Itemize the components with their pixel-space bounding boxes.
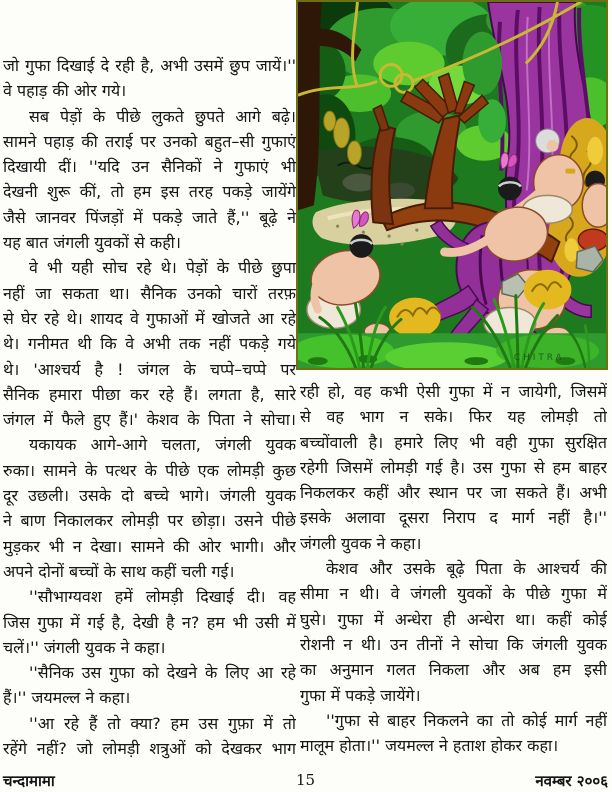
text-line: ने बाण निकालकर लोमड़ी पर छोड़ा। उसने पीछे: [3, 511, 296, 531]
text-line: हैं।'' जयमल्ल ने कहा।: [3, 688, 131, 708]
text-line: रुका। सामने के पत्थर के पीछे एक लोमड़ी कुछ: [3, 460, 296, 480]
right-text-column: [300, 379, 607, 758]
text-line: जंगल में फैले हुए हैं।' केशव के पिता ने सोचा।: [3, 410, 296, 430]
text-line: गुफा में पकड़े जायेंगे।: [300, 685, 421, 705]
text-line: दिखायी दीं। ''यदि उन सैनिकों ने गुफाएं भी: [3, 157, 296, 177]
text-line: का अनुमान गलत निकला और अब हम इसी: [300, 660, 607, 680]
text-line: रहेंगे नहीं? जो लोमड़ी शत्रुओं को देखकर भाग: [3, 739, 296, 759]
text-line: ''सैनिक उस गुफा को देखने के लिए आ रहे: [29, 663, 296, 683]
text-line: यकायक आगे-आगे चलता, जंगली युवक: [29, 435, 296, 455]
text-line: सब पेड़ों के पीछे लुकते छुपते आगे बढ़े।: [29, 106, 296, 126]
text-line: सैनिक हमारा पीछा कर रहे हैं। लगता है, सारे: [3, 384, 296, 404]
text-line: निकलकर कहीं और स्थान पर जा सकते हैं। अभी: [300, 483, 607, 503]
text-line: केशव और उसके बूढ़े पिता के आश्चर्य की: [326, 559, 607, 579]
jungle-scene: [298, 2, 606, 368]
magazine-name: चन्दामामा: [3, 772, 55, 790]
text-line: ''गुफा से बाहर निकलने का तो कोई मार्ग नहीं: [326, 710, 607, 730]
text-line: रोशनी न थी। उन तीनों ने सोचा कि जंगली युवक: [300, 634, 607, 654]
text-line: घुसे। गुफा में अन्धेरा ही अन्धेरा था। कहीं कोई: [300, 609, 607, 629]
text-line: ''आ रहे हैं तो क्या? हम उस गुफ़ा में तो: [29, 713, 296, 733]
text-line: ''सौभाग्यवश हमें लोमड़ी दिखाई दी। वह: [29, 587, 296, 607]
text-line: वे भी यही सोच रहे थे। पेड़ों के पीछे छुपा: [29, 258, 296, 278]
story-illustration: [296, 0, 608, 370]
text-line: सीमा न थी। वे जंगली युवकों के पीछे गुफा में: [300, 584, 607, 604]
text-line: इसके अलावा दूसरा निराप द मार्ग नहीं है।'': [300, 508, 607, 528]
text-line: से वह भाग न सके। फिर यह लोमड़ी तो: [300, 407, 607, 427]
text-line: थे। गनीमत थी कि वे अभी तक नहीं पकड़े गये: [3, 334, 296, 354]
text-line: रही हो, वह कभी ऐसी गुफा में न जायेगी, जिसमें: [300, 382, 607, 401]
text-line: नहीं जा सकता था। सैनिक उनको चारों तरफ़: [3, 283, 296, 303]
issue-date: नवम्बर २००६: [535, 772, 608, 790]
text-line: जैसे जानवर पिंजड़ों में पकड़े जाते हैं,'' बूढ़े ने: [3, 207, 296, 227]
text-line: जंगली युवक ने कहा।: [300, 533, 422, 553]
artist-signature: CHITRA: [513, 353, 565, 364]
text-line: रहेगी जिसमें लोमड़ी गई है। उस गुफा से हम बाहर: [300, 457, 607, 477]
text-line: देखनी शुरू कीं, तो हम इस तरह पकड़े जायेंगे: [3, 182, 296, 202]
text-line: मालूम होता।'' जयमल्ल ने हताश होकर कहा।: [300, 736, 559, 756]
text-line: जो गुफा दिखाई दे रही है, अभी उसमें छुप जायें।'': [3, 56, 296, 75]
page-number: 15: [295, 771, 316, 789]
text-line: जिस गुफा में गई है, देखी है न? हम भी उसी में: [3, 612, 296, 632]
text-line: चलें।'' जंगली युवक ने कहा।: [3, 637, 166, 657]
text-line: वे पहाड़ की ओर गये।: [3, 81, 127, 101]
text-line: सामने पहाड़ की तराई पर उनको बहुत–सी गुफाएं: [3, 131, 296, 151]
page-footer: [3, 771, 608, 792]
text-line: मुड़कर भी न देखा। सामने की ओर भागी। और: [3, 536, 296, 556]
text-line: यह बात जंगली युवकों से कही।: [3, 233, 181, 253]
text-line: थे। 'आश्चर्य है ! जंगल के चप्पे–चप्पे पर: [3, 359, 296, 379]
text-line: से घेर रहे थे। शायद वे गुफाओं में खोजते आ रहे: [3, 308, 296, 328]
text-line: बच्चोंवाली है। हमारे लिए भी वही गुफा सुरक्षित: [300, 432, 607, 452]
text-line: अपने दोनों बच्चों के साथ कहीं चली गई।: [3, 561, 235, 581]
text-line: दूर उछली। उसके दो बच्चे भागे। जंगली युवक: [3, 486, 296, 506]
left-text-column: [3, 53, 296, 761]
